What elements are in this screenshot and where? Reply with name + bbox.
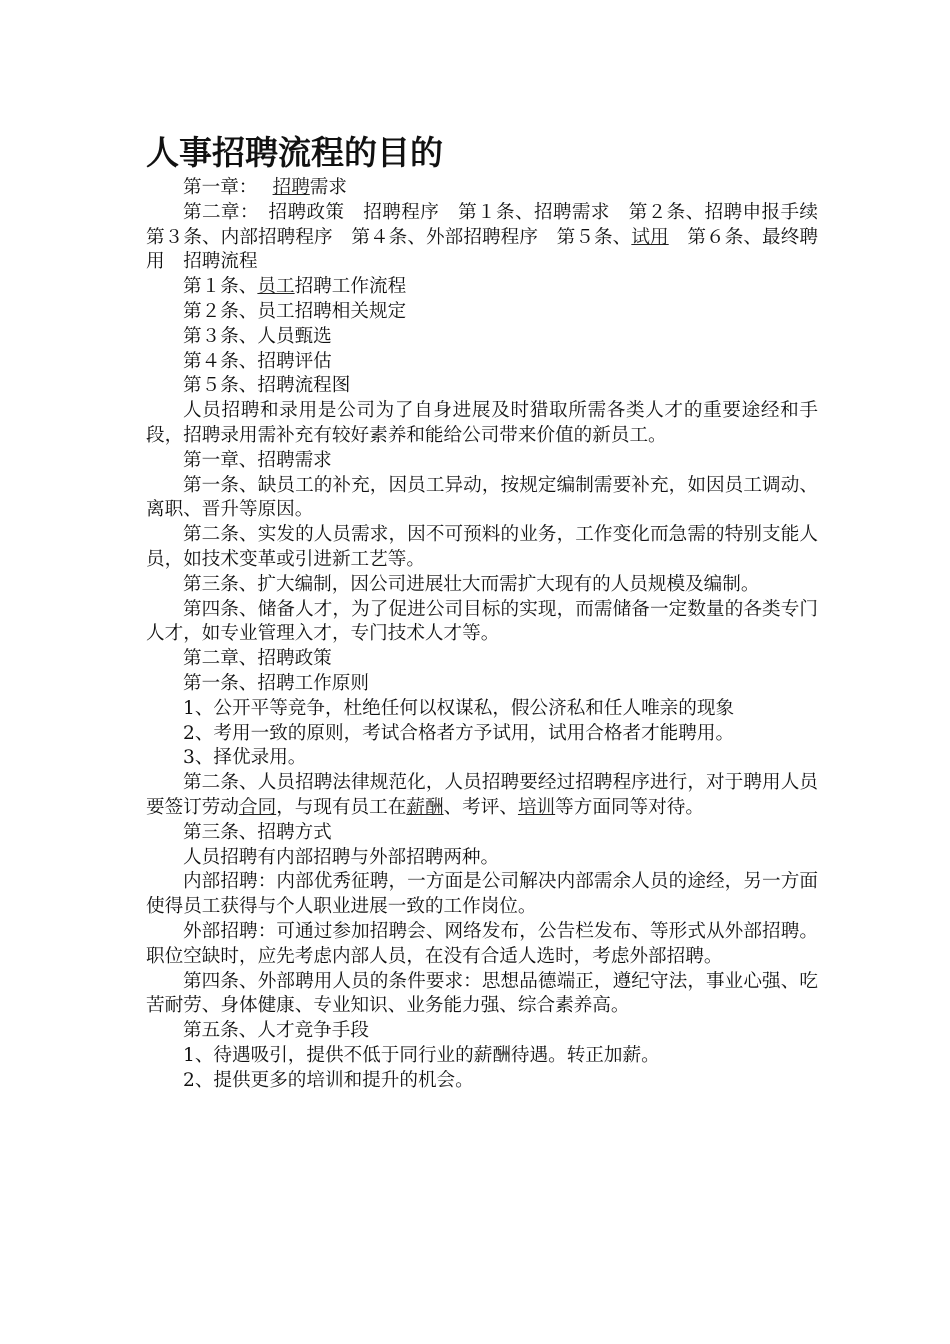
paragraph: 人员招聘和录用是公司为了自身进展及时猎取所需各类人才的重要途经和手段，招聘录用需补充有较好素养和能给公司带来价值的新员工。 bbox=[146, 400, 818, 446]
paragraph: 2、考用一致的原则，考试合格者方予试用，试用合格者才能聘用。 bbox=[183, 722, 735, 744]
paragraph: 1、待遇吸引，提供不低于同行业的薪酬待遇。转正加薪。 bbox=[183, 1044, 660, 1066]
paragraph bbox=[146, 201, 837, 275]
paragraph: 第一章、招聘需求 bbox=[183, 449, 332, 471]
paragraph-text: 第二章： 招聘政策 招聘程序 第１条、招聘需求 第２条、招聘申报手续 第３条、内部招聘程序 第４条、外部招聘程序 第５条、 bbox=[146, 201, 837, 248]
paragraph: 第一条、招聘工作原则 bbox=[183, 672, 369, 694]
paragraph-list bbox=[146, 176, 837, 1093]
paragraph: 3、择优录用。 bbox=[183, 747, 307, 769]
paragraph-text: 、考评、 bbox=[443, 796, 518, 818]
paragraph: 外部招聘：可通过参加招聘会、网络发布，公告栏发布、等形式从外部招聘。职位空缺时，应先考虑内部人员，在没有合适人选时，考虑外部招聘。 bbox=[146, 920, 818, 967]
paragraph-text: 第６条、最终聘用 招聘流程 bbox=[146, 226, 818, 273]
paragraph: 第三条、扩大编制，因公司进展壮大而需扩大现有的人员规模及编制。 bbox=[183, 573, 760, 595]
hyperlink[interactable]: 合同 bbox=[238, 796, 277, 818]
paragraph-text: ，与现有员工在 bbox=[276, 796, 407, 818]
paragraph-text: 等方面同等对待。 bbox=[555, 796, 704, 818]
paragraph: 第一条、缺员工的补充，因员工异动，按规定编制需要补充，如因员工调动、离职、晋升等原因。 bbox=[146, 474, 818, 521]
paragraph: 第二章、招聘政策 bbox=[183, 648, 332, 670]
paragraph-text: 招聘工作流程 bbox=[294, 276, 407, 298]
paragraph bbox=[146, 275, 818, 300]
paragraph: 第３条、人员甄选 bbox=[183, 325, 332, 347]
paragraph: 内部招聘：内部优秀征聘，一方面是公司解决内部需余人员的途经，另一方面使得员工获得与个人职业进展一致的工作岗位。 bbox=[146, 871, 818, 918]
document-body bbox=[146, 132, 837, 1093]
hyperlink[interactable]: 培训 bbox=[517, 796, 556, 818]
paragraph-text: 第一章： bbox=[183, 177, 273, 198]
paragraph: 第四条、外部聘用人员的条件要求：思想品德端正，遵纪守法，事业心强、吃苦耐劳、身体健康、专业知识、业务能力强、综合素养高。 bbox=[146, 970, 818, 1017]
paragraph: 第４条、招聘评估 bbox=[183, 350, 332, 372]
paragraph: 第二条、实发的人员需求，因不可预料的业务，工作变化而急需的特别支能人员，如技术变革或引进新工艺等。 bbox=[146, 524, 818, 570]
paragraph bbox=[146, 176, 818, 201]
paragraph-text: 需求 bbox=[309, 177, 347, 198]
paragraph: 第四条、储备人才，为了促进公司目标的实现，而需储备一定数量的各类专门人才，如专业管理入才，专门技术人才等。 bbox=[146, 598, 818, 645]
hyperlink[interactable]: 薪酬 bbox=[406, 796, 444, 818]
hyperlink[interactable]: 试用 bbox=[631, 226, 669, 248]
hyperlink[interactable]: 招聘 bbox=[272, 177, 310, 198]
document-title: 人事招聘流程的目的 bbox=[146, 133, 443, 172]
paragraph: 第三条、招聘方式 bbox=[183, 821, 332, 843]
paragraph: 2、提供更多的培训和提升的机会。 bbox=[183, 1069, 474, 1091]
paragraph: 第五条、人才竞争手段 bbox=[183, 1020, 369, 1042]
paragraph: 1、公开平等竞争，杜绝任何以权谋私，假公济私和任人唯亲的现象 bbox=[183, 697, 735, 719]
paragraph bbox=[146, 771, 818, 821]
paragraph: 第２条、员工招聘相关规定 bbox=[183, 300, 407, 322]
paragraph-text: 第二条、人员招聘法律规范化，人员招聘要经过招聘程序进行，对于聘用人员要签订劳动 bbox=[146, 772, 818, 818]
paragraph-text: 第１条、 bbox=[183, 276, 258, 298]
paragraph: 第５条、招聘流程图 bbox=[183, 375, 351, 397]
hyperlink[interactable]: 员工 bbox=[257, 276, 295, 298]
paragraph: 人员招聘有内部招聘与外部招聘两种。 bbox=[183, 846, 500, 868]
